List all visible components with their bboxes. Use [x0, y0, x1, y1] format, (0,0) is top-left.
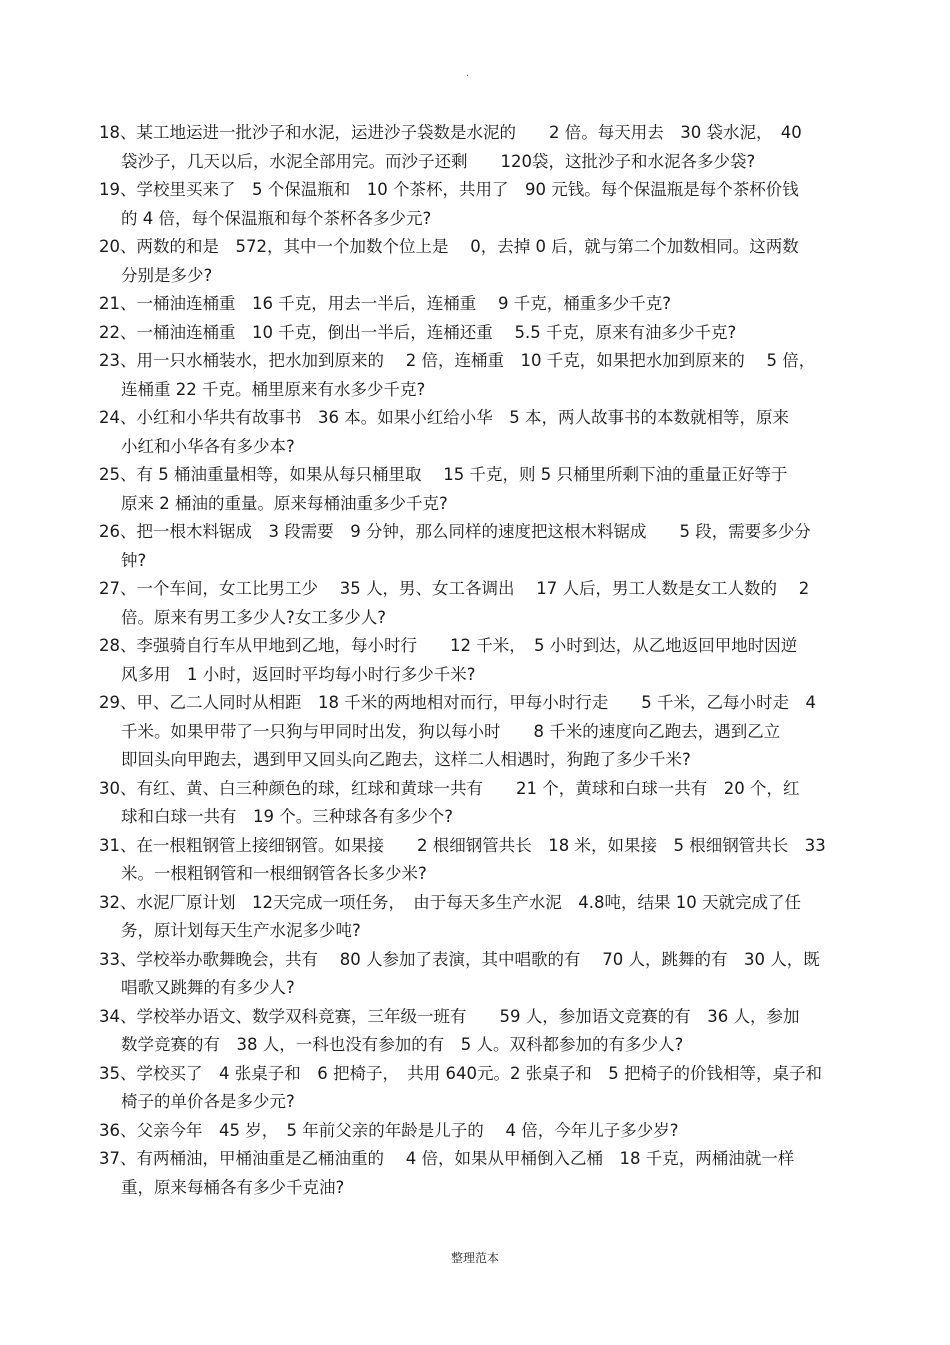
- problem-line: 25、有 5 桶油重量相等，如果从每只桶里取 15 千克，则 5 只桶里所剩下油的重量正好等于: [99, 465, 788, 484]
- problem-line: 29、甲、乙二人同时从相距 18 千米的两地相对而行，甲每小时行走 5 千米，乙每小时走 4: [99, 693, 816, 712]
- problem-item: [99, 1060, 859, 1117]
- problem-list: [99, 119, 859, 1202]
- problem-item: [99, 347, 859, 404]
- problem-line: 30、有红、黄、白三种颜色的球，红球和黄球一共有 21 个，黄球和白球一共有 20 个，红: [99, 778, 800, 798]
- problem-line: 连桶重 22 千克。桶里原来有水多少千克?: [121, 379, 426, 399]
- problem-line: 的 4 倍，每个保温瓶和每个茶杯各多少元?: [121, 208, 432, 228]
- problem-line: 钟?: [121, 550, 147, 570]
- problem-line: 袋沙子，几天以后，水泥全部用完。而沙子还剩 120袋，这批沙子和水泥各多少袋?: [121, 151, 756, 171]
- problem-item: [99, 1145, 859, 1202]
- problem-line: 米。一根粗钢管和一根细钢管各长多少米?: [121, 864, 427, 883]
- problem-line: 即回头向甲跑去，遇到甲又回头向乙跑去，这样二人相遇时，狗跑了多少千米?: [121, 750, 691, 769]
- problem-line: 24、小红和小华共有故事书 36 本。如果小红给小华 5 本，两人故事书的本数就相等，原来: [99, 408, 789, 427]
- problem-line: 31、在一根粗钢管上接细钢管。如果接 2 根细钢管共长 18 米，如果接 5 根细钢管共长 33: [99, 835, 826, 855]
- problem-item: [99, 946, 859, 1003]
- problem-item: [99, 832, 859, 889]
- problem-line: 22、一桶油连桶重 10 千克，倒出一半后，连桶还重 5.5 千克，原来有油多少千克?: [99, 322, 737, 342]
- problem-item: [99, 176, 859, 233]
- problem-item: [99, 1117, 859, 1146]
- problem-line: 28、李强骑自行车从甲地到乙地，每小时行 12 千米， 5 小时到达，从乙地返回甲地时因逆: [99, 636, 798, 655]
- problem-line: 18、某工地运进一批沙子和水泥，运进沙子袋数是水泥的 2 倍。每天用去 30 袋水泥， 40: [99, 123, 802, 142]
- problem-line: 37、有两桶油，甲桶油重是乙桶油重的 4 倍，如果从甲桶倒入乙桶 18 千克，两桶油就一样: [99, 1149, 795, 1168]
- problem-item: [99, 689, 859, 775]
- page-footer: 整理范本: [450, 1251, 499, 1265]
- problem-line: 23、用一只水桶装水，把水加到原来的 2 倍，连桶重 10 千克，如果把水加到原来的 5 倍，: [99, 351, 816, 370]
- problem-item: [99, 233, 859, 290]
- problem-line: 重，原来每桶各有多少千克油?: [121, 1177, 345, 1197]
- problem-item: [99, 632, 859, 689]
- problem-item: [99, 461, 859, 518]
- problem-line: 35、学校买了 4 张桌子和 6 把椅子， 共用 640元。2 张桌子和 5 把椅子的价钱相等，桌子和: [99, 1063, 822, 1083]
- problem-item: [99, 575, 859, 632]
- problem-line: 32、水泥厂原计划 12天完成一项任务， 由于每天多生产水泥 4.8吨，结果 10 天就完成了任: [99, 892, 801, 912]
- problem-item: [99, 889, 859, 946]
- problem-item: [99, 1003, 859, 1060]
- problem-line: 19、学校里买来了 5 个保温瓶和 10 个茶杯，共用了 90 元钱。每个保温瓶是每个茶杯价钱: [99, 180, 799, 199]
- problem-line: 20、两数的和是 572，其中一个加数个位上是 0，去掉 0 后，就与第二个加数相同。这两数: [99, 237, 799, 256]
- problem-line: 27、一个车间，女工比男工少 35 人，男、女工各调出 17 人后，男工人数是女工人数的 2: [99, 579, 810, 598]
- problem-line: 千米。如果甲带了一只狗与甲同时出发，狗以每小时 8 千米的速度向乙跑去，遇到乙立: [121, 721, 781, 741]
- problem-item: [99, 319, 859, 348]
- problem-line: 风多用 1 小时，返回时平均每小时行多少千米?: [121, 664, 476, 684]
- problem-line: 务，原计划每天生产水泥多少吨?: [121, 921, 361, 940]
- problem-item: [99, 775, 859, 832]
- problem-line: 21、一桶油连桶重 16 千克，用去一半后，连桶重 9 千克，桶重多少千克?: [99, 294, 671, 313]
- problem-line: 倍。原来有男工多少人?女工多少人?: [121, 607, 387, 627]
- page-top-mark: .: [466, 68, 470, 79]
- problem-item: [99, 518, 859, 575]
- problem-item: [99, 290, 859, 319]
- problem-line: 小红和小华各有多少本?: [121, 436, 295, 456]
- problem-line: 原来 2 桶油的重量。原来每桶油重多少千克?: [121, 493, 448, 513]
- problem-item: [99, 404, 859, 461]
- problem-line: 33、学校举办歌舞晚会，共有 80 人参加了表演，其中唱歌的有 70 人，跳舞的有 30 人，既: [99, 949, 820, 969]
- problem-line: 分别是多少?: [121, 265, 213, 285]
- problem-line: 椅子的单价各是多少元?: [121, 1092, 295, 1111]
- problem-line: 34、学校举办语文、数学双科竞赛，三年级一班有 59 人，参加语文竞赛的有 36 人，参加: [99, 1006, 800, 1026]
- problem-item: [99, 119, 859, 176]
- problem-line: 唱歌又跳舞的有多少人?: [121, 978, 295, 997]
- problem-line: 36、父亲今年 45 岁， 5 年前父亲的年龄是儿子的 4 倍，今年儿子多少岁?: [99, 1120, 679, 1140]
- problem-line: 数学竞赛的有 38 人，一科也没有参加的有 5 人。双科都参加的有多少人?: [121, 1035, 684, 1054]
- problem-line: 26、把一根木料锯成 3 段需要 9 分钟，那么同样的速度把这根木料锯成 5 段，需要多少分: [99, 522, 811, 541]
- problem-line: 球和白球一共有 19 个。三种球各有多少个?: [121, 807, 453, 826]
